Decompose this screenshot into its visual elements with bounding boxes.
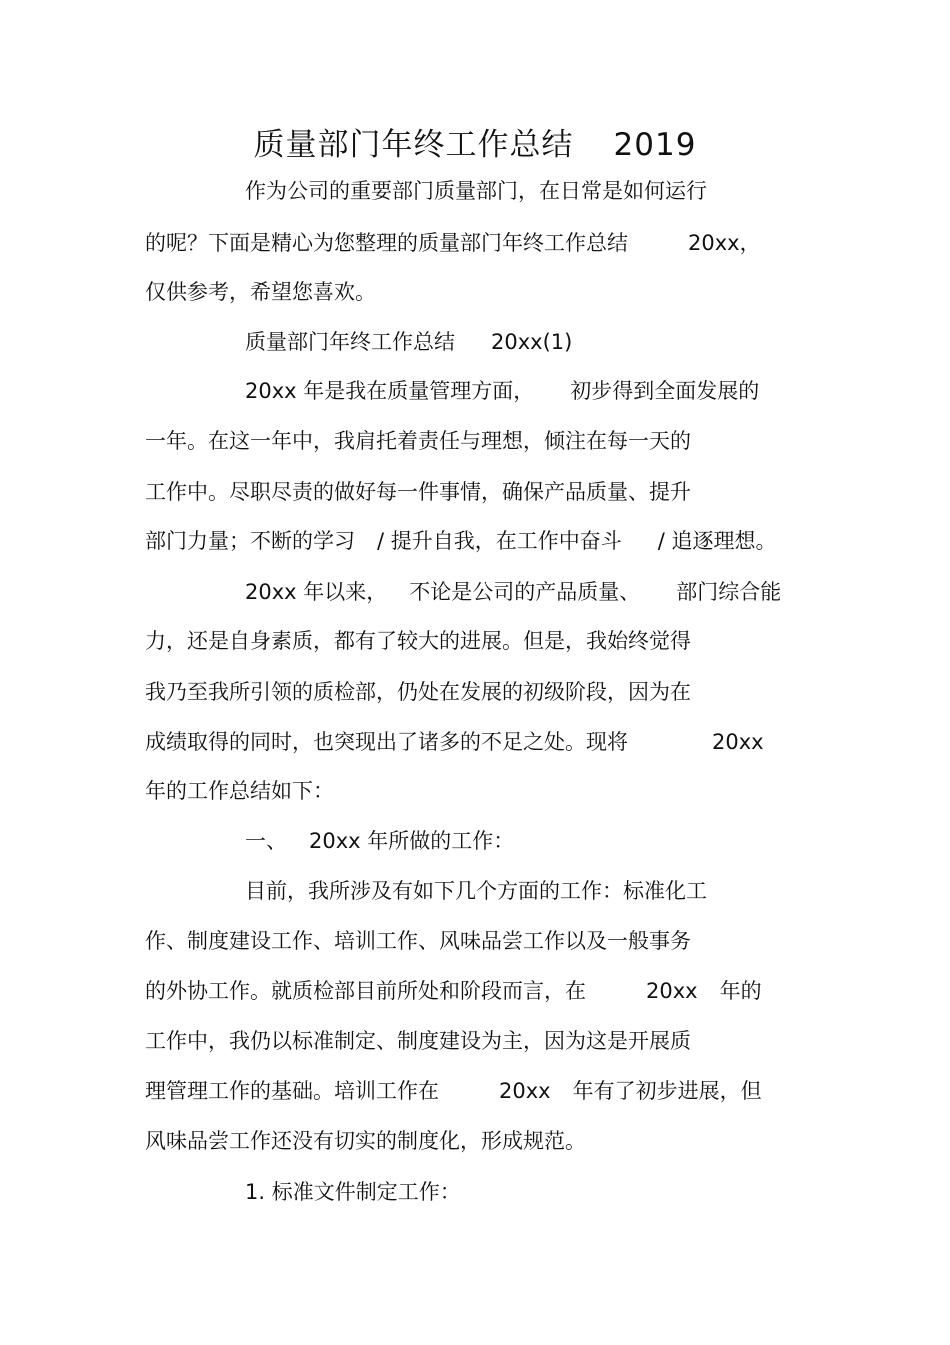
line-text: 1. 标准文件制定工作：: [245, 1180, 461, 1204]
line-text: 工作中。尽职尽责的做好每一件事情，确保产品质量、提升: [145, 480, 691, 504]
line-text: 成绩取得的同时，也突现出了诸多的不足之处。现将: [145, 730, 628, 754]
paragraph-line: [245, 376, 759, 406]
line-text: 部门力量；不断的学习: [145, 529, 355, 553]
line-text: 力，还是自身素质，都有了较大的进展。但是，我始终觉得: [145, 629, 691, 653]
line-text: 目前，我所涉及有如下几个方面的工作：标准化工: [245, 879, 707, 903]
line-text: 部门综合能: [676, 580, 782, 604]
line-text: 作为公司的重要部门质量部门，在日常是如何运行: [245, 179, 707, 203]
section-heading: [245, 327, 572, 357]
line-text: 仅供参考，希望您喜欢。: [145, 280, 376, 304]
line-text: 初步得到全面发展的: [570, 379, 760, 403]
paragraph-line: [145, 1076, 762, 1106]
line-text: 年的: [719, 979, 762, 1003]
line-text: 理管理工作的基础。培训工作在: [145, 1079, 439, 1103]
line-text: 20xx 年是我在质量管理方面，: [245, 379, 535, 403]
line-text: 20xx(1): [491, 330, 573, 354]
line-text: 不论是公司的产品质量、: [409, 580, 641, 604]
paragraph-line: [245, 876, 707, 906]
paragraph-line: [245, 176, 707, 206]
line-text: / 追逐理想。: [657, 529, 777, 553]
line-text: 20xx 年所做的工作：: [309, 829, 515, 853]
paragraph-line: [145, 228, 761, 258]
paragraph-line: [145, 926, 691, 956]
paragraph-line: [145, 1126, 586, 1156]
paragraph-line: [145, 976, 762, 1006]
paragraph-line: [145, 776, 334, 806]
paragraph-line: [145, 677, 691, 707]
paragraph-line: [145, 626, 691, 656]
line-text: 20xx，: [688, 231, 761, 255]
line-text: 质量部门年终工作总结: [245, 330, 455, 354]
line-text: 我乃至我所引领的质检部，仍处在发展的初级阶段，因为在: [145, 680, 691, 704]
subsection-heading: [245, 1177, 461, 1207]
paragraph-line: [145, 526, 777, 556]
line-text: 的外协工作。就质检部目前所处和阶段而言，在: [145, 979, 586, 1003]
line-text: 一年。在这一年中，我肩托着责任与理想，倾注在每一天的: [145, 429, 691, 453]
paragraph-line: [145, 426, 691, 456]
section-heading: [245, 826, 514, 856]
line-text: 工作中，我仍以标准制定、制度建设为主，因为这是开展质: [145, 1029, 691, 1053]
line-text: 20xx: [712, 730, 764, 754]
line-text: / 提升自我，在工作中奋斗: [377, 529, 622, 553]
paragraph-line: [145, 477, 691, 507]
title-text: 质量部门年终工作总结: [253, 127, 574, 163]
line-text: 一、: [245, 829, 287, 853]
paragraph-line: [145, 277, 376, 307]
line-text: 20xx 年以来，: [245, 580, 388, 604]
paragraph-line: [245, 577, 781, 607]
paragraph-line: [145, 1026, 691, 1056]
title-year: 2019: [613, 127, 697, 163]
line-text: 20xx: [646, 979, 698, 1003]
document-title: [0, 122, 950, 168]
line-text: 风味品尝工作还没有切实的制度化，形成规范。: [145, 1129, 586, 1153]
line-text: 20xx: [499, 1079, 551, 1103]
line-text: 作、制度建设工作、培训工作、风味品尝工作以及一般事务: [145, 929, 691, 953]
line-text: 年有了初步进展，但: [572, 1079, 762, 1103]
line-text: 年的工作总结如下：: [145, 779, 334, 803]
line-text: 的呢？下面是精心为您整理的质量部门年终工作总结: [145, 231, 628, 255]
paragraph-line: [145, 727, 764, 757]
